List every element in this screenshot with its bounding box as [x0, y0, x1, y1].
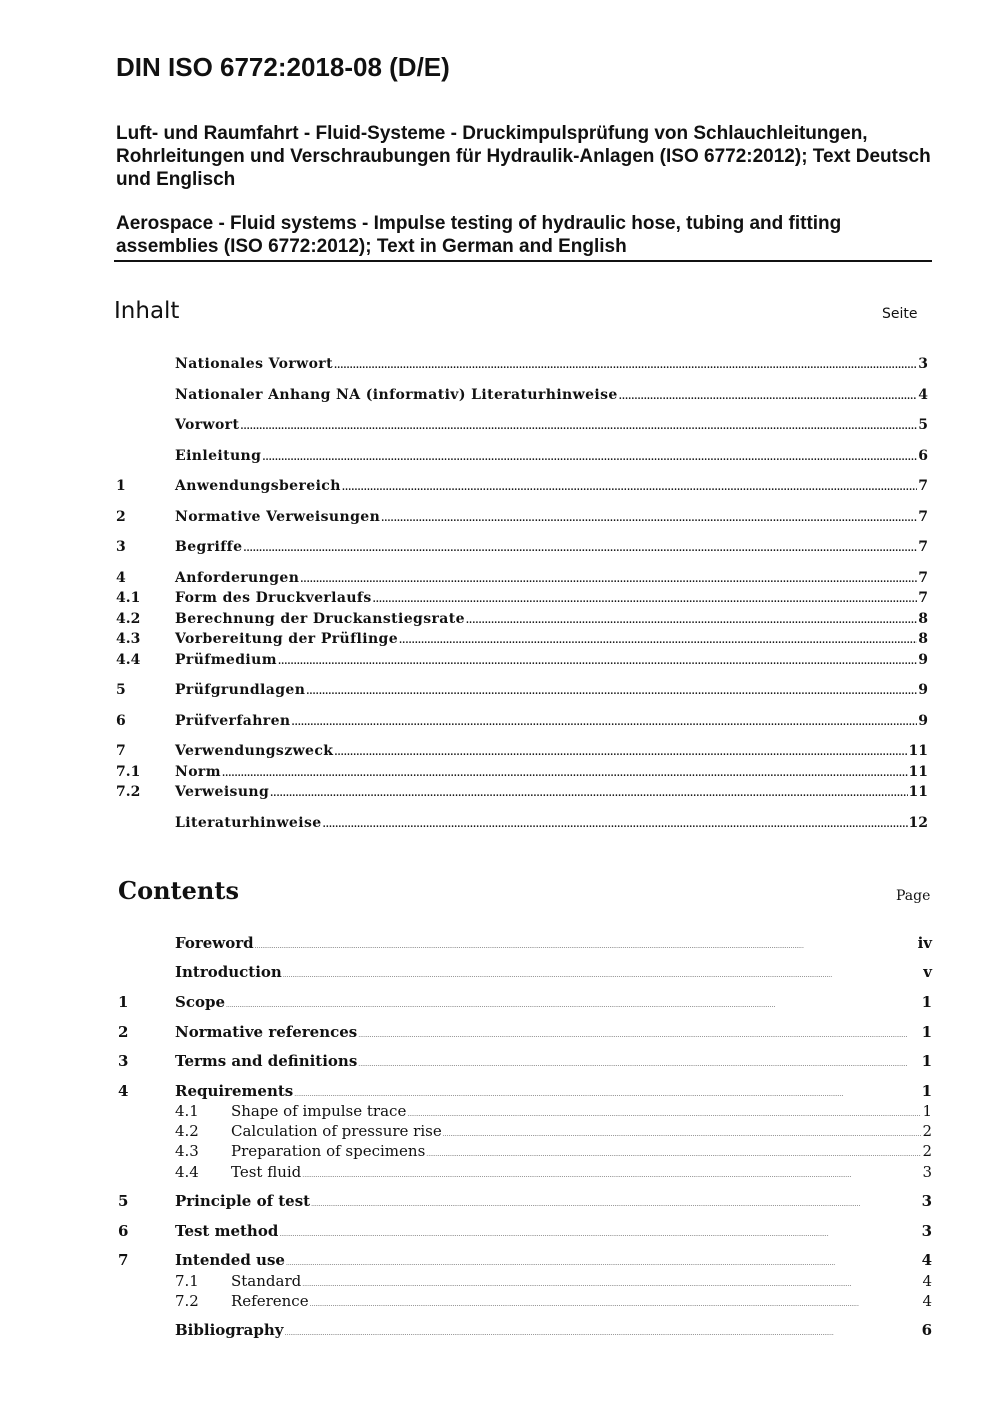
- toc-entry-page: 11: [908, 764, 928, 780]
- toc-entry-page: 3: [922, 1163, 932, 1181]
- toc-entry-label: Shape of impulse trace: [231, 1102, 407, 1120]
- toc-entry-label: Norm: [175, 764, 221, 780]
- toc-entry[interactable]: [118, 1321, 932, 1341]
- toc-entry-number: 2: [118, 1023, 129, 1041]
- toc-leader-dots: [285, 1330, 921, 1337]
- toc-leader-dots: [302, 1172, 921, 1179]
- toc-entry-page: 4: [922, 1272, 932, 1290]
- toc-entry-page: 11: [908, 784, 928, 800]
- toc-entry-number: 1: [116, 478, 126, 494]
- toc-entry-label: Begriffe: [175, 539, 243, 555]
- toc-entry-page: 3: [921, 1192, 932, 1210]
- toc-entry-label: Test method: [175, 1222, 279, 1240]
- toc-entry[interactable]: [118, 1052, 932, 1072]
- toc-leader-dots: [373, 595, 918, 605]
- toc-entry-page: 7: [918, 478, 928, 494]
- toc-entry-page: 1: [922, 1102, 932, 1120]
- toc-leader-dots: [302, 1281, 921, 1288]
- toc-entry-number: 7.1: [175, 1272, 199, 1290]
- toc-entry[interactable]: [118, 934, 932, 954]
- toc-entry-number: 4.2: [116, 611, 141, 627]
- toc-entry-label: Berechnung der Druckanstiegsrate: [175, 611, 465, 627]
- toc-leader-dots: [358, 1061, 920, 1068]
- toc-leader-dots: [466, 616, 917, 626]
- toc-leader-dots: [243, 544, 917, 554]
- toc-entry-label: Requirements: [175, 1082, 294, 1100]
- toc-entry[interactable]: [116, 652, 928, 672]
- toc-entry-page: 4: [922, 1292, 932, 1310]
- toc-entry-page: 8: [918, 631, 928, 647]
- toc-entry[interactable]: [116, 478, 928, 498]
- toc-entry[interactable]: [116, 387, 928, 407]
- toc-entry-number: 4: [116, 570, 126, 586]
- toc-entry-number: 4: [118, 1082, 129, 1100]
- toc-entry-label: Vorbereitung der Prüflinge: [175, 631, 399, 647]
- toc-entry[interactable]: [116, 815, 928, 835]
- title-german: Luft- und Raumfahrt - Fluid-Systeme - Druckimpulsprüfung von Schlauchleitungen, Rohrleitungen und Verschraubungen für Hydraulik-Anlagen (ISO 6772:2012); Text Deutsch und Englisch: [116, 123, 931, 190]
- toc-entry-page: 8: [918, 611, 928, 627]
- toc-page-label-english: Page: [896, 888, 931, 904]
- toc-leader-dots: [381, 514, 917, 524]
- toc-entry-number: 4.3: [116, 631, 141, 647]
- toc-entry-number: 3: [118, 1052, 129, 1070]
- toc-leader-dots: [262, 453, 917, 463]
- toc-leader-dots: [407, 1111, 921, 1118]
- document-id: DIN ISO 6772:2018-08 (D/E): [116, 52, 450, 82]
- toc-entry[interactable]: [116, 448, 928, 468]
- toc-heading-german: Inhalt: [114, 298, 180, 324]
- toc-leader-dots: [342, 483, 917, 493]
- toc-entry-page: v: [923, 963, 932, 981]
- toc-entry-page: 5: [918, 417, 928, 433]
- toc-entry[interactable]: [118, 993, 932, 1013]
- toc-entry[interactable]: [116, 764, 928, 784]
- toc-entry-number: 1: [118, 993, 129, 1011]
- toc-entry[interactable]: [118, 1142, 932, 1162]
- toc-leader-dots: [279, 1231, 920, 1238]
- toc-entry-page: 3: [918, 356, 928, 372]
- toc-entry-label: Anforderungen: [175, 570, 300, 586]
- toc-entry-label: Literaturhinweise: [175, 815, 322, 831]
- toc-entry-number: 7: [118, 1251, 129, 1269]
- toc-leader-dots: [286, 1260, 921, 1267]
- toc-leader-dots: [278, 657, 917, 667]
- toc-entry-label: Principle of test: [175, 1192, 311, 1210]
- toc-entry-page: 7: [918, 509, 928, 525]
- toc-entry-label: Bibliography: [175, 1321, 284, 1339]
- toc-leader-dots: [240, 422, 917, 432]
- toc-entry-label: Introduction: [175, 963, 282, 981]
- toc-entry-page: 3: [921, 1222, 932, 1240]
- toc-leader-dots: [270, 789, 907, 799]
- toc-entry-page: 9: [918, 713, 928, 729]
- toc-entry-label: Normative Verweisungen: [175, 509, 381, 525]
- toc-entry[interactable]: [116, 590, 928, 610]
- toc-entry-number: 7: [116, 743, 126, 759]
- toc-leader-dots: [399, 636, 917, 646]
- toc-entry-label: Normative references: [175, 1023, 358, 1041]
- toc-leader-dots: [334, 361, 917, 371]
- toc-entry-page: 7: [918, 590, 928, 606]
- toc-entry-label: Reference: [231, 1292, 309, 1310]
- title-divider: [114, 260, 932, 262]
- toc-entry[interactable]: [116, 356, 928, 376]
- toc-entry-number: 2: [116, 509, 126, 525]
- toc-entry-page: 7: [918, 570, 928, 586]
- toc-entry[interactable]: [116, 417, 928, 437]
- toc-entry-label: Verwendungszweck: [175, 743, 334, 759]
- toc-entry-page: 9: [918, 682, 928, 698]
- toc-entry-label: Standard: [231, 1272, 302, 1290]
- toc-entry-label: Nationales Vorwort: [175, 356, 333, 372]
- toc-heading-english: Contents: [118, 876, 239, 905]
- toc-entry[interactable]: [118, 1222, 932, 1242]
- toc-leader-dots: [300, 575, 917, 585]
- toc-entry-page: 4: [918, 387, 928, 403]
- toc-entry[interactable]: [116, 570, 928, 590]
- toc-entry-number: 4.3: [175, 1142, 199, 1160]
- toc-entry-number: 6: [116, 713, 126, 729]
- title-english: Aerospace - Fluid systems - Impulse testing of hydraulic hose, tubing and fitting assemblies (ISO 6772:2012); Text in German and English: [116, 213, 842, 257]
- toc-entry[interactable]: [118, 1292, 932, 1312]
- toc-page-label-german: Seite: [882, 306, 918, 322]
- toc-entry-number: 7.2: [116, 784, 141, 800]
- toc-entry[interactable]: [118, 1023, 932, 1043]
- toc-entry-label: Einleitung: [175, 448, 262, 464]
- toc-leader-dots: [443, 1131, 922, 1138]
- toc-entry-number: 7.2: [175, 1292, 199, 1310]
- toc-entry-page: 4: [921, 1251, 932, 1269]
- toc-entry[interactable]: [116, 743, 928, 763]
- toc-entry[interactable]: [116, 611, 928, 631]
- toc-entry-page: 2: [922, 1122, 932, 1140]
- toc-entry-label: Anwendungsbereich: [175, 478, 341, 494]
- toc-entry-number: 7.1: [116, 764, 141, 780]
- toc-entry[interactable]: [118, 1122, 932, 1142]
- toc-entry[interactable]: [118, 963, 932, 983]
- toc-entry-label: Terms and definitions: [175, 1052, 358, 1070]
- toc-entry-page: 6: [918, 448, 928, 464]
- toc-entry-page: iv: [917, 934, 932, 952]
- toc-entry-label: Vorwort: [175, 417, 240, 433]
- toc-leader-dots: [334, 748, 907, 758]
- toc-entry[interactable]: [118, 1192, 932, 1212]
- toc-entry-label: Calculation of pressure rise: [231, 1122, 442, 1140]
- toc-entry[interactable]: [118, 1163, 932, 1183]
- toc-entry-label: Form des Druckverlaufs: [175, 590, 372, 606]
- toc-entry-page: 9: [918, 652, 928, 668]
- toc-entry-page: 7: [918, 539, 928, 555]
- toc-entry-label: Scope: [175, 993, 226, 1011]
- toc-entry-number: 3: [116, 539, 126, 555]
- toc-leader-dots: [294, 1091, 920, 1098]
- toc-leader-dots: [619, 392, 918, 402]
- toc-entry[interactable]: [118, 1272, 932, 1292]
- toc-leader-dots: [255, 943, 917, 950]
- toc-entry-label: Test fluid: [231, 1163, 302, 1181]
- toc-entry[interactable]: [116, 682, 928, 702]
- toc-entry-label: Prüfmedium: [175, 652, 277, 668]
- toc-leader-dots: [310, 1301, 922, 1308]
- toc-entry-number: 4.1: [175, 1102, 199, 1120]
- toc-leader-dots: [358, 1032, 920, 1039]
- toc-entry-page: 1: [921, 1052, 932, 1070]
- toc-entry-page: 1: [921, 1082, 932, 1100]
- toc-entry[interactable]: [116, 784, 928, 804]
- toc-entry-number: 4.1: [116, 590, 141, 606]
- toc-entry-number: 5: [118, 1192, 129, 1210]
- toc-entry-number: 5: [116, 682, 126, 698]
- toc-leader-dots: [306, 687, 917, 697]
- toc-entry[interactable]: [118, 1082, 932, 1102]
- toc-entry[interactable]: [116, 631, 928, 651]
- toc-leader-dots: [291, 718, 917, 728]
- toc-entry[interactable]: [116, 509, 928, 529]
- toc-entry-page: 2: [922, 1142, 932, 1160]
- toc-entry-label: Preparation of specimens: [231, 1142, 426, 1160]
- toc-entry-label: Prüfgrundlagen: [175, 682, 306, 698]
- toc-entry-page: 1: [921, 993, 932, 1011]
- toc-entry-number: 4.4: [175, 1163, 199, 1181]
- toc-leader-dots: [283, 972, 922, 979]
- toc-entry-page: 11: [908, 743, 928, 759]
- toc-leader-dots: [222, 769, 908, 779]
- toc-leader-dots: [426, 1151, 921, 1158]
- toc-entry-page: 1: [921, 1023, 932, 1041]
- toc-entry-number: 4.4: [116, 652, 141, 668]
- toc-entry-label: Intended use: [175, 1251, 285, 1269]
- toc-leader-dots: [323, 820, 908, 830]
- toc-entry-label: Nationaler Anhang NA (informativ) Literaturhinweise: [175, 387, 618, 403]
- toc-entry-label: Prüfverfahren: [175, 713, 291, 729]
- toc-leader-dots: [226, 1002, 921, 1009]
- toc-entry[interactable]: [118, 1102, 932, 1122]
- toc-entry-number: 4.2: [175, 1122, 199, 1140]
- toc-leader-dots: [311, 1201, 920, 1208]
- toc-entry[interactable]: [116, 539, 928, 559]
- toc-entry-number: 6: [118, 1222, 129, 1240]
- toc-entry-label: Foreword: [175, 934, 254, 952]
- toc-entry[interactable]: [116, 713, 928, 733]
- toc-entry-page: 6: [921, 1321, 932, 1339]
- toc-entry-page: 12: [908, 815, 928, 831]
- toc-entry-label: Verweisung: [175, 784, 270, 800]
- toc-entry[interactable]: [118, 1251, 932, 1271]
